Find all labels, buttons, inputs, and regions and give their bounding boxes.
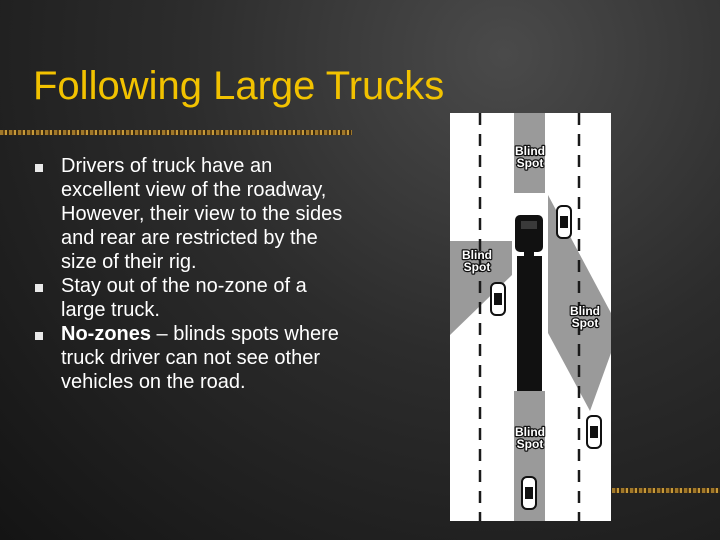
slide-title: Following Large Trucks	[33, 64, 445, 108]
bullet-text: Drivers of truck have an excellent view of the roadway, However, their view to the sides and rear are restricted by the size of their rig.	[61, 155, 343, 273]
square-bullet-icon	[35, 284, 43, 292]
right-label-line2: Spot	[571, 316, 599, 330]
bullet-text: Stay out of the no-zone of a large truck.	[61, 275, 307, 321]
car-icon	[587, 416, 601, 448]
truck-cab	[515, 215, 543, 252]
title-divider	[0, 130, 352, 135]
truck-windshield	[521, 221, 537, 229]
road-diagram-svg	[450, 113, 611, 521]
blind-spot-diagram	[450, 113, 611, 521]
rear-label-line1: Blind	[515, 425, 545, 439]
car-icon	[491, 283, 505, 315]
bullet-list	[35, 154, 355, 394]
left-label-line2: Spot	[463, 260, 491, 274]
bullet-item	[35, 274, 355, 322]
rear-label-line2: Spot	[516, 437, 544, 451]
front-label-line2: Spot	[516, 156, 544, 170]
bullet-item	[35, 154, 355, 274]
left-label-line1: Blind	[462, 248, 492, 262]
bullet-item	[35, 322, 355, 394]
bullet-rest: – blinds spots where truck driver can not see other vehicles on the road.	[61, 323, 339, 393]
car-icon	[557, 206, 571, 238]
footer-divider	[612, 488, 720, 493]
truck-trailer	[517, 256, 542, 391]
truck-hitch	[524, 252, 534, 256]
car-icon	[522, 477, 536, 509]
bullet-strong-term: No-zones	[61, 323, 151, 345]
right-label-line1: Blind	[570, 304, 600, 318]
bullet-text	[61, 322, 355, 394]
square-bullet-icon	[35, 164, 43, 172]
square-bullet-icon	[35, 332, 43, 340]
front-label-line1: Blind	[515, 144, 545, 158]
